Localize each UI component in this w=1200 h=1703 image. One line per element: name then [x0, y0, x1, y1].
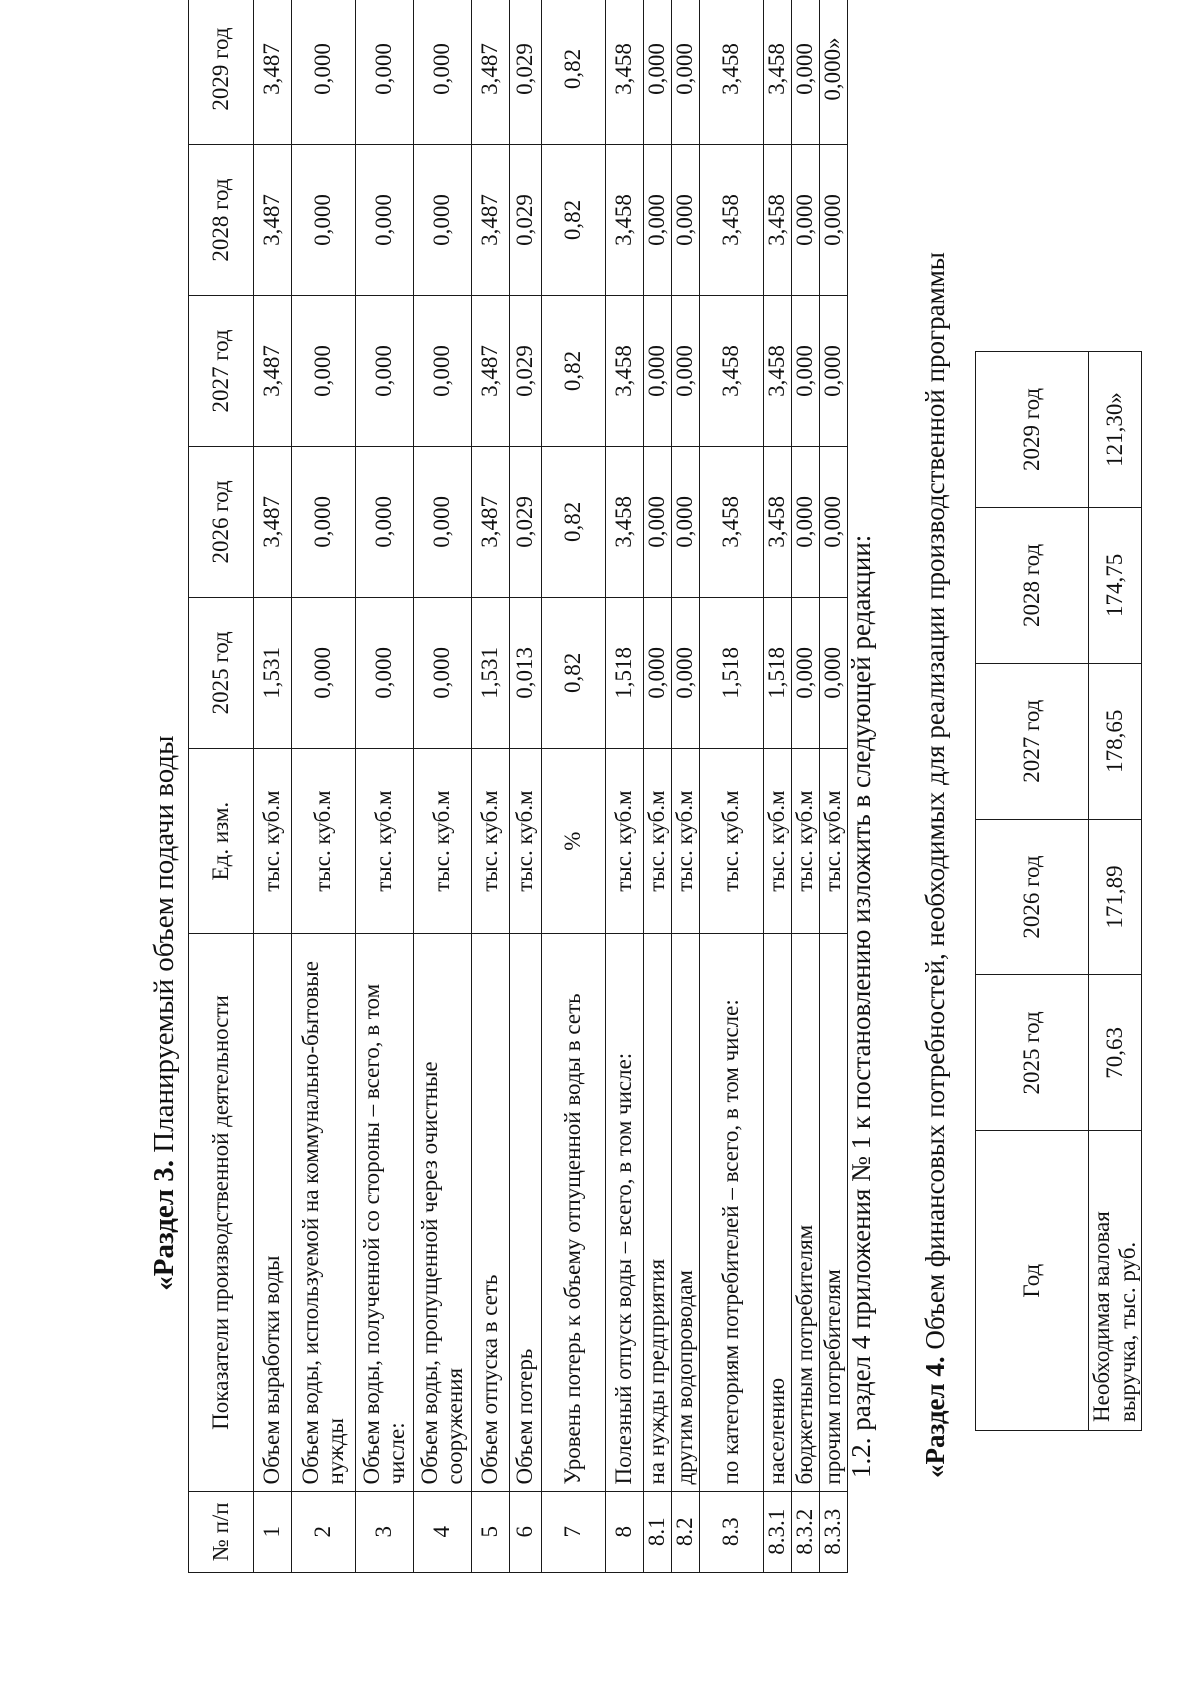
row-value-2025: 0,000 [820, 597, 848, 748]
row-value-2028: 3,458 [606, 145, 644, 296]
header-indicator: Показатели производственной деятельности [189, 934, 254, 1491]
section4-title-bold: «Раздел 4. [920, 1356, 950, 1478]
header-2027: 2027 год [976, 663, 1089, 819]
row-value-2025: 0,000 [644, 597, 672, 748]
row-indicator: на нужды предприятия [644, 934, 672, 1491]
row-value-2026: 3,458 [700, 446, 764, 597]
table-row [644, 0, 672, 1573]
row-number: 8.2 [672, 1491, 700, 1572]
row-value-2025: 0,82 [542, 597, 606, 748]
row-number: 4 [414, 1491, 472, 1572]
row-value-2029: 0,000 [356, 0, 414, 145]
header-2025: 2025 год [976, 975, 1089, 1131]
row-indicator: Объем воды, полученной со стороны – всего, в том числе: [356, 934, 414, 1491]
row-unit: % [542, 748, 606, 934]
row-indicator: прочим потребителям [820, 934, 848, 1491]
row-value-2028: 0,000 [792, 145, 820, 296]
header-2029: 2029 год [976, 352, 1089, 508]
row-value-2025: 1,518 [606, 597, 644, 748]
row-value-2027: 3,458 [764, 295, 792, 446]
row-value-2029: 3,458 [700, 0, 764, 145]
row-number: 8 [606, 1491, 644, 1572]
financial-needs-table [975, 351, 1142, 1431]
row-indicator: Объем воды, пропущенной через очистные сооружения [414, 934, 472, 1491]
row-indicator: Объем выработки воды [254, 934, 292, 1491]
table-row [764, 0, 792, 1573]
row-value-2027: 0,82 [542, 295, 606, 446]
row-value-2025: 0,013 [510, 597, 542, 748]
row-value-2028: 0,029 [510, 145, 542, 296]
row-unit: тыс. куб.м [472, 748, 510, 934]
row-indicator: другим водопроводам [672, 934, 700, 1491]
row-indicator: Объем отпуска в сеть [472, 934, 510, 1491]
row-value-2029: 0,000» [820, 0, 848, 145]
revenue-2026: 171,89 [1089, 819, 1142, 975]
row-unit: тыс. куб.м [414, 748, 472, 934]
row-number: 8.1 [644, 1491, 672, 1572]
table-row [510, 0, 542, 1573]
row-value-2025: 0,000 [356, 597, 414, 748]
revenue-2029: 121,30» [1089, 352, 1142, 508]
header-2026: 2026 год [189, 446, 254, 597]
row-unit: тыс. куб.м [356, 748, 414, 934]
water-volume-table [188, 0, 848, 1573]
row-value-2026: 0,000 [356, 446, 414, 597]
row-number: 3 [356, 1491, 414, 1572]
table-row [672, 0, 700, 1573]
table-row [254, 0, 292, 1573]
header-2028: 2028 год [976, 507, 1089, 663]
row-value-2028: 0,000 [414, 145, 472, 296]
table-row [356, 0, 414, 1573]
row-value-2029: 0,000 [414, 0, 472, 145]
header-2026: 2026 год [976, 819, 1089, 975]
row-value-2028: 0,000 [356, 145, 414, 296]
row-value-2028: 0,82 [542, 145, 606, 296]
row-value-2025: 1,531 [472, 597, 510, 748]
row-value-2029: 0,029 [510, 0, 542, 145]
table-row [1089, 352, 1142, 1431]
row-value-2026: 3,487 [472, 446, 510, 597]
revenue-2025: 70,63 [1089, 975, 1142, 1131]
row-value-2028: 3,487 [254, 145, 292, 296]
row-value-2028: 3,458 [700, 145, 764, 296]
row-indicator: по категориям потребителей – всего, в том числе: [700, 934, 764, 1491]
row-number: 1 [254, 1491, 292, 1572]
row-value-2028: 0,000 [292, 145, 356, 296]
row-value-2026: 3,487 [254, 446, 292, 597]
row-value-2027: 0,029 [510, 295, 542, 446]
row-number: 8.3.3 [820, 1491, 848, 1572]
row-indicator: бюджетным потребителям [792, 934, 820, 1491]
row-value-2026: 0,000 [414, 446, 472, 597]
section4-title-text: Объем финансовых потребностей, необходимых для реализации производственной программы [920, 252, 950, 1357]
row-value-2029: 0,000 [644, 0, 672, 145]
revenue-label: Необходимая валовая выручка, тыс. руб. [1089, 1131, 1142, 1431]
section3-title-text: Планируемый объем подачи воды [148, 735, 180, 1161]
row-indicator: Полезный отпуск воды – всего, в том числе: [606, 934, 644, 1491]
row-value-2025: 1,518 [764, 597, 792, 748]
row-value-2025: 0,000 [672, 597, 700, 748]
row-value-2027: 0,000 [672, 295, 700, 446]
header-number: № п/п [189, 1491, 254, 1572]
row-value-2029: 0,82 [542, 0, 606, 145]
row-value-2025: 1,531 [254, 597, 292, 748]
row-unit: тыс. куб.м [254, 748, 292, 934]
row-value-2027: 3,458 [606, 295, 644, 446]
row-value-2028: 0,000 [644, 145, 672, 296]
row-value-2027: 0,000 [356, 295, 414, 446]
row-value-2027: 3,487 [472, 295, 510, 446]
row-number: 6 [510, 1491, 542, 1572]
row-value-2025: 0,000 [414, 597, 472, 748]
table-header-row [189, 0, 254, 1573]
row-value-2027: 0,000 [792, 295, 820, 446]
table-header-row [976, 352, 1089, 1431]
row-unit: тыс. куб.м [792, 748, 820, 934]
row-indicator: населению [764, 934, 792, 1491]
amendment-paragraph: 1.2. раздел 4 приложения № 1 к постановлению изложить в следующей редакции: [846, 534, 876, 1478]
table-row [792, 0, 820, 1573]
row-value-2029: 3,487 [254, 0, 292, 145]
row-value-2028: 3,458 [764, 145, 792, 296]
row-value-2025: 1,518 [700, 597, 764, 748]
row-unit: тыс. куб.м [292, 748, 356, 934]
row-unit: тыс. куб.м [644, 748, 672, 934]
table-row [292, 0, 356, 1573]
row-number: 2 [292, 1491, 356, 1572]
section4-title [920, 252, 951, 1478]
row-value-2027: 0,000 [644, 295, 672, 446]
header-year: Год [976, 1131, 1089, 1431]
table-row [606, 0, 644, 1573]
row-indicator: Объем потерь [510, 934, 542, 1491]
row-value-2027: 3,458 [700, 295, 764, 446]
row-value-2029: 3,487 [472, 0, 510, 145]
table-row [414, 0, 472, 1573]
row-unit: тыс. куб.м [764, 748, 792, 934]
row-indicator: Уровень потерь к объему отпущенной воды в сеть [542, 934, 606, 1491]
row-value-2025: 0,000 [792, 597, 820, 748]
row-unit: тыс. куб.м [820, 748, 848, 934]
row-unit: тыс. куб.м [700, 748, 764, 934]
header-unit: Ед. изм. [189, 748, 254, 934]
row-value-2027: 0,000 [820, 295, 848, 446]
header-2027: 2027 год [189, 295, 254, 446]
table-row [472, 0, 510, 1573]
row-number: 5 [472, 1491, 510, 1572]
row-number: 8.3.1 [764, 1491, 792, 1572]
table-row [700, 0, 764, 1573]
row-value-2029: 0,000 [792, 0, 820, 145]
row-value-2026: 0,029 [510, 446, 542, 597]
row-value-2028: 3,487 [472, 145, 510, 296]
row-value-2026: 0,82 [542, 446, 606, 597]
row-number: 8.3 [700, 1491, 764, 1572]
row-value-2029: 3,458 [606, 0, 644, 145]
row-value-2025: 0,000 [292, 597, 356, 748]
revenue-2028: 174,75 [1089, 507, 1142, 663]
header-2029: 2029 год [189, 0, 254, 145]
row-value-2029: 0,000 [672, 0, 700, 145]
row-value-2026: 3,458 [606, 446, 644, 597]
row-value-2027: 0,000 [292, 295, 356, 446]
row-number: 7 [542, 1491, 606, 1572]
row-value-2029: 3,458 [764, 0, 792, 145]
row-unit: тыс. куб.м [510, 748, 542, 934]
row-indicator: Объем воды, используемой на коммунально-бытовые нужды [292, 934, 356, 1491]
section3-title-bold: «Раздел 3. [148, 1160, 180, 1291]
row-unit: тыс. куб.м [672, 748, 700, 934]
row-unit: тыс. куб.м [606, 748, 644, 934]
row-value-2026: 0,000 [672, 446, 700, 597]
row-value-2026: 0,000 [792, 446, 820, 597]
row-value-2028: 0,000 [820, 145, 848, 296]
row-value-2026: 0,000 [292, 446, 356, 597]
row-value-2026: 3,458 [764, 446, 792, 597]
revenue-2027: 178,65 [1089, 663, 1142, 819]
row-value-2027: 3,487 [254, 295, 292, 446]
section3-title [148, 323, 181, 1703]
row-number: 8.3.2 [792, 1491, 820, 1572]
row-value-2026: 0,000 [820, 446, 848, 597]
row-value-2026: 0,000 [644, 446, 672, 597]
table-row [820, 0, 848, 1573]
row-value-2028: 0,000 [672, 145, 700, 296]
header-2028: 2028 год [189, 145, 254, 296]
table-row [542, 0, 606, 1573]
row-value-2029: 0,000 [292, 0, 356, 145]
row-value-2027: 0,000 [414, 295, 472, 446]
header-2025: 2025 год [189, 597, 254, 748]
